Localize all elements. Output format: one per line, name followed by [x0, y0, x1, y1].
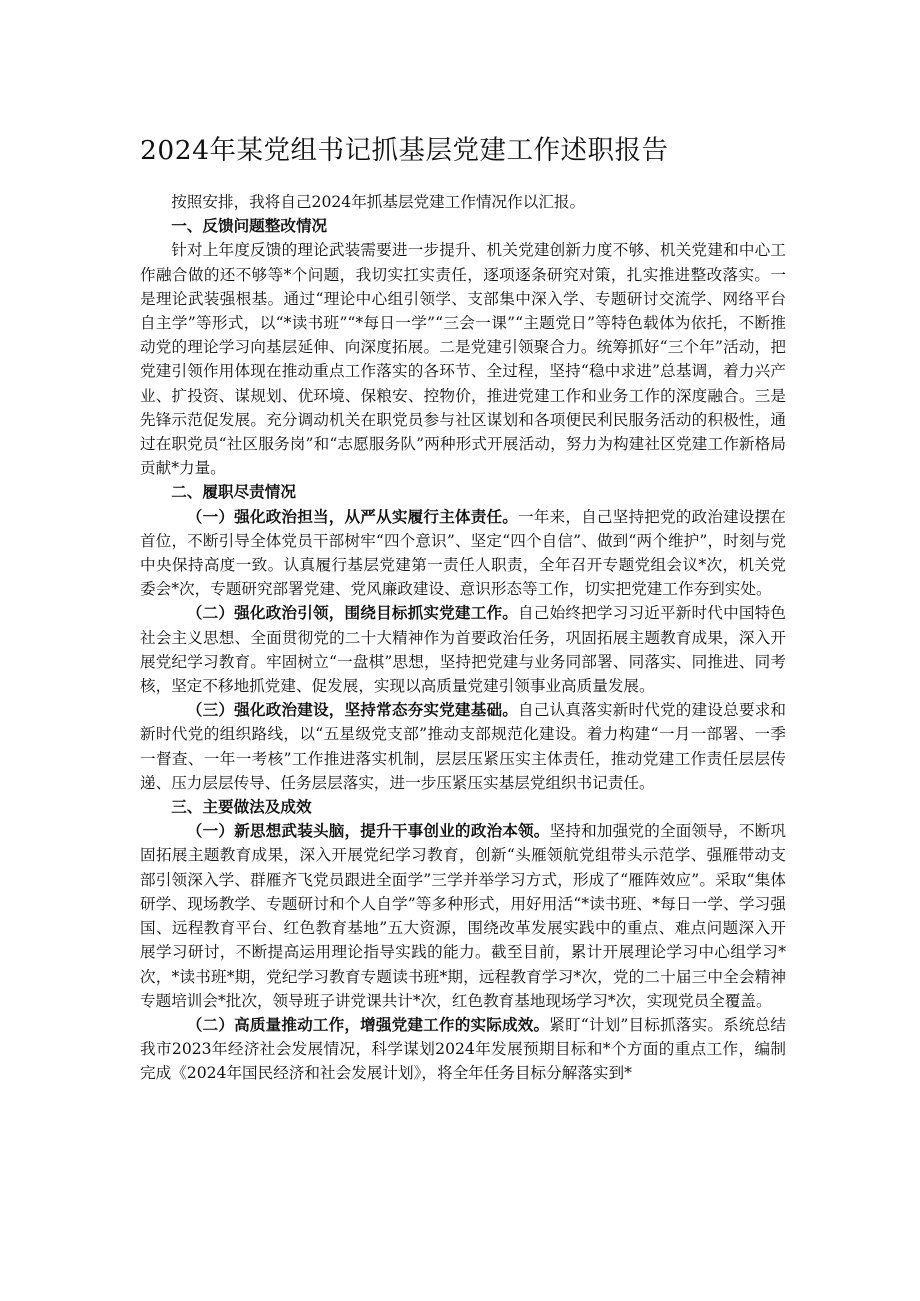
- section-2-paragraph-3-lead: （三）强化政治建设，坚持常态夯实党建基础。: [186, 700, 519, 720]
- section-3-paragraph-1: [140, 819, 786, 1013]
- section-3-paragraph-1-text: 坚持和加强党的全面领导，不断巩固拓展主题教育成果，深入开展党纪学习教育，创新“头雁领航党组带头示范学、强雁带动支部引领深入学、群雁齐飞党员跟进全面学”三学并举学习方式，形成了“雁阵效应”。采取“集体研学、现场教学、专题研讨和个人自学”等多种形式，用好用活“*读书班、*每日一学、学习强国、远程教育平台、红色教育基地”五大资源，围绕改革发展实践中的重点、难点问题深入开展学习研讨，不断提高运用理论指导实践的能力。截至目前，累计开展理论学习中心组学习*次，*读书班*期，党纪学习教育专题读书班*期，远程教育学习*次，党的二十届三中全会精神专题培训会*批次，领导班子讲党课共计*次，红色教育基地现场学习*次，实现党员全覆盖。: [140, 822, 786, 1010]
- section-2-paragraph-3: [140, 698, 786, 795]
- section-3-paragraph-2-lead: （二）高质量推动工作，增强党建工作的实际成效。: [186, 1014, 550, 1034]
- section-2-paragraph-1-text: 一年来，自己坚持把党的政治建设摆在首位，不断引导全体党员干部树牢“四个意识”、坚定“四个自信”、做到“两个维护”，时刻与党中央保持高度一致。认真履行基层党建第一责任人职责，全年召开专题党组会议*次，机关党委会*次，专题研究部署党建、党风廉政建设、意识形态等工作，切实把党建工作夯到实处。: [140, 507, 786, 599]
- section-1-paragraph-1-text: 针对上年度反馈的理论武装需要进一步提升、机关党建创新力度不够、机关党建和中心工作融合做的还不够等*个问题，我切实扛实责任，逐项逐条研究对策，扎实推进整改落实。一是理论武装强根基。通过“理论中心组引领学、支部集中深入学、专题研讨交流学、网络平台自主学”等形式，以“*读书班”“*每日一学”“三会一课”“主题党日”等特色载体为依托，不断推动党的理论学习向基层延伸、向深度拓展。二是党建引领聚合力。统筹抓好“三个年”活动，把党建引领作用体现在推动重点工作落实的各环节、全过程，坚持“稳中求进”总基调，着力兴产业、扩投资、谋规划、优环境、保粮安、控物价，推进党建工作和业务工作的深度融合。三是先锋示范促发展。充分调动机关在职党员参与社区谋划和各项便民利民服务活动的积极性，通过在职党员“社区服务岗”和“志愿服务队”两种形式开展活动，努力为构建社区党建工作新格局贡献*力量。: [140, 241, 786, 478]
- document-body: [140, 190, 786, 1086]
- section-2-paragraph-2-lead: （二）强化政治引领，围绕目标抓实党建工作。: [186, 603, 519, 623]
- section-2-paragraph-2-text: 自己始终把学习习近平新时代中国特色社会主义思想、全面贯彻党的二十大精神作为首要政治任务，巩固拓展主题教育成果，深入开展党纪学习教育。牢固树立“一盘棋”思想，坚持把党建与业务同部署、同落实、同推进、同考核，坚定不移地抓党建、促发展，实现以高质量党建引领事业高质量发展。: [140, 604, 786, 696]
- section-3-paragraph-2-text: 紧盯“计划”目标抓落实。系统总结我市2023年经济社会发展情况，科学谋划2024年发展预期目标和*个方面的重点工作，编制完成《2024年国民经济和社会发展计划》，将全年任务目标分解落实到*: [140, 1015, 786, 1083]
- section-1-paragraph-1: [140, 238, 786, 480]
- section-2-paragraph-2: [140, 601, 786, 698]
- section-heading-1: 一、反馈问题整改情况: [171, 216, 328, 236]
- section-3-paragraph-1-lead: （一）新思想武装头脑，提升干事创业的政治本领。: [186, 821, 550, 841]
- document-page: [140, 126, 786, 1086]
- intro-paragraph: 按照安排，我将自己2024年抓基层党建工作情况作以汇报。: [171, 193, 586, 211]
- section-heading-2: 二、履职尽责情况: [171, 482, 296, 502]
- section-2-paragraph-3-text: 自己认真落实新时代党的建设总要求和新时代党的组织路线，以“五星级党支部”推动支部规范化建设。着力构建“一月一部署、一季一督查、一年一考核”工作推进落实机制，层层压紧压实主体责任，推动党建工作责任层层传递、压力层层传导、任务层层落实，进一步压紧压实基层党组织书记责任。: [140, 701, 786, 792]
- document-title: 2024年某党组书记抓基层党建工作述职报告: [140, 135, 669, 166]
- section-heading-3: 三、主要做法及成效: [171, 797, 312, 817]
- section-3-paragraph-2: [140, 1013, 786, 1086]
- section-2-paragraph-1: [140, 505, 786, 602]
- section-2-paragraph-1-lead: （一）强化政治担当，从严从实履行主体责任。: [186, 506, 519, 526]
